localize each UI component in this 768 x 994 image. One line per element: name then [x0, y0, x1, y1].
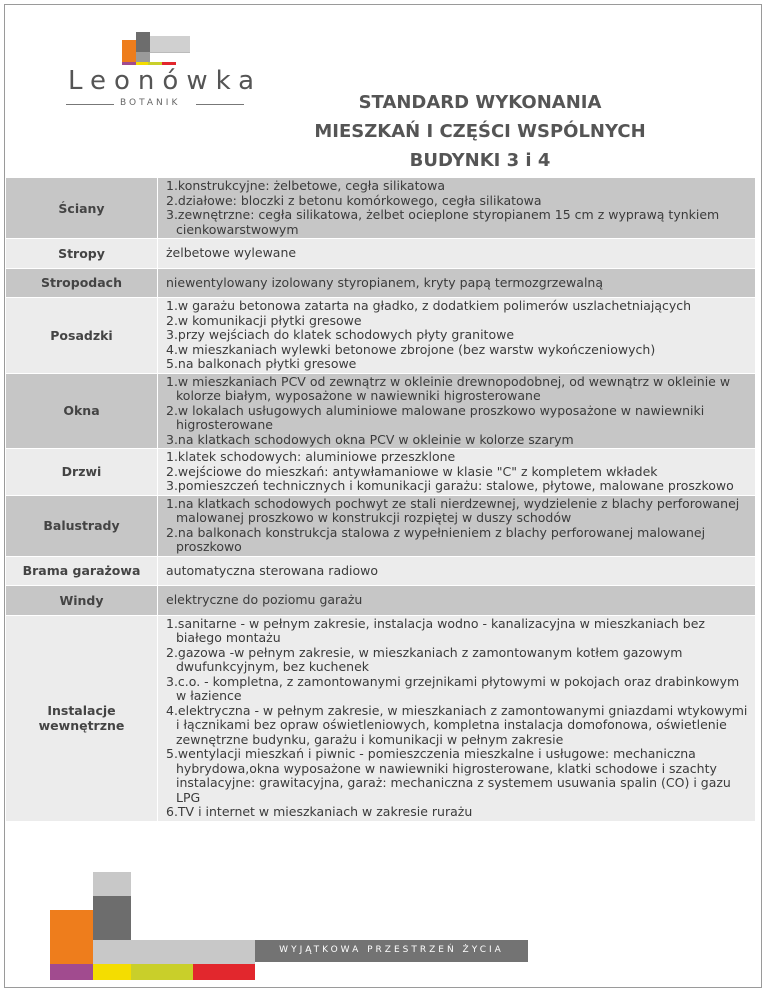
- row-label: Brama garażowa: [6, 557, 158, 586]
- row-item: niewentylowany izolowany styropianem, kryty papą termozgrzewalną: [166, 274, 603, 290]
- row-item: 2.działowe: bloczki z betonu komórkowego, cegła silikatowa: [166, 192, 542, 208]
- row-item: 3.pomieszczeń technicznych i komunikacji garażu: stalowe, płytowe, malowane proszkowo: [166, 478, 734, 493]
- row-value: [158, 374, 755, 449]
- row-item: 3.zewnętrzne: cegła silikatowa, żelbet ocieplone styropianem 15 cm z wyprawą tynkiem cienkowarstwowym: [166, 207, 720, 237]
- logo-block-line: [150, 52, 190, 53]
- row-value: [158, 298, 755, 373]
- logo-sub: BOTANIK: [120, 98, 181, 108]
- row-item: 2.w komunikacji płytki gresowe: [166, 312, 362, 328]
- table-row: [6, 178, 755, 239]
- table-row: [6, 239, 755, 269]
- logo-block-lime: [148, 62, 162, 65]
- row-value: [158, 449, 755, 495]
- logo-sub-line-right: [196, 104, 244, 105]
- footer-block-lightgray-top: [93, 872, 131, 896]
- row-label: Balustrady: [6, 496, 158, 556]
- title-line-2: MIESZKAŃ I CZĘŚCI WSPÓLNYCH: [314, 121, 646, 142]
- row-value: [158, 557, 755, 586]
- tagline: WYJĄTKOWA PRZESTRZEŃ ŻYCIA: [279, 945, 504, 955]
- row-item: 1.w mieszkaniach PCV od zewnątrz w okleinie drewnopodobnej, od wewnątrz w okleinie w kolorze białym, wyposażone w nawiewniki higrosterowane: [166, 373, 731, 403]
- row-value: [158, 178, 755, 238]
- footer-block-red: [193, 964, 255, 980]
- logo-block-orange: [122, 40, 136, 62]
- row-value: [158, 616, 755, 821]
- table-row: [6, 269, 755, 299]
- row-item: żelbetowe wylewane: [166, 245, 297, 260]
- logo-block-gray: [136, 32, 150, 52]
- footer-block-lightgray: [93, 940, 255, 964]
- row-item: 1.w garażu betonowa zatarta na gładko, z dodatkiem polimerów uszlachetniających: [166, 298, 692, 313]
- table-row: [6, 557, 755, 587]
- footer-block-gray: [93, 896, 131, 940]
- row-value: [158, 586, 755, 615]
- logo-block-lightgray: [150, 36, 190, 52]
- row-item: 3.przy wejściach do klatek schodowych płyty granitowe: [166, 327, 515, 342]
- logo-block-gray-low: [136, 52, 150, 62]
- logo-sub-wrap: [66, 98, 246, 112]
- row-label: Drzwi: [6, 449, 158, 495]
- row-label: Windy: [6, 586, 158, 615]
- row-item: 1.konstrukcyjne: żelbetowe, cegła silikatowa: [166, 178, 446, 193]
- logo-block-red: [162, 62, 176, 65]
- row-value: [158, 269, 755, 298]
- table-row: [6, 496, 755, 557]
- spec-table: [6, 178, 755, 822]
- table-row: [6, 586, 755, 616]
- row-item: 5.wentylacji mieszkań i piwnic - pomieszczenia mieszkalne i usługowe: mechaniczna hybrydowa,okna wyposażone w nawiewniki higrosterowane, klatki schodowe i szachty instalacyjne: grawitacyjna, garaż: mechaniczna z systemem usuwania spalin (CO) i gazu LPG: [166, 746, 731, 805]
- row-item: 6.TV i internet w mieszkaniach w zakresie rurażu: [166, 804, 473, 819]
- row-label: Stropy: [6, 239, 158, 268]
- row-label: Ściany: [6, 178, 158, 238]
- row-item: 2.wejściowe do mieszkań: antywłamaniowe w klasie "C" z kompletem wkładek: [166, 463, 658, 479]
- row-item: 1.sanitarne - w pełnym zakresie, instalacja wodno - kanalizacyjna w mieszkaniach bez białego montażu: [166, 615, 705, 645]
- row-label: Instalacje wewnętrzne: [6, 616, 158, 821]
- row-label: Posadzki: [6, 298, 158, 373]
- title-line-3: BUDYNKI 3 i 4: [409, 150, 551, 171]
- row-value: [158, 239, 755, 268]
- row-item: 1.na klatkach schodowych pochwyt ze stali nierdzewnej, wydzielenie z blachy perforowanej malowanej proszkowo w konstrukcji rozpiętej w duszy schodów: [166, 495, 740, 525]
- row-item: elektryczne do poziomu garażu: [166, 592, 363, 607]
- row-item: 3.na klatkach schodowych okna PCV w okleinie w kolorze szarym: [166, 431, 574, 447]
- row-item: 2.na balkonach konstrukcja stalowa z wypełnieniem z blachy perforowanej malowanej proszkowo: [166, 524, 706, 554]
- row-item: 2.w lokalach usługowych aluminiowe malowane proszkowo wyposażone w nawiewniki higrosterowane: [166, 402, 705, 432]
- table-row: [6, 616, 755, 822]
- footer-block-lime: [131, 964, 193, 980]
- tagline-bar: [255, 940, 528, 962]
- logo-block-purple: [122, 62, 136, 65]
- logo-name: Leonówka: [68, 66, 263, 96]
- row-item: 5.na balkonach płytki gresowe: [166, 356, 357, 371]
- row-item: 2.gazowa -w pełnym zakresie, w mieszkaniach z zamontowanym kotłem gazowym dwufunkcyjnym, bez kuchenek: [166, 644, 683, 674]
- row-label: Okna: [6, 374, 158, 449]
- table-row: [6, 449, 755, 496]
- row-item: 1.klatek schodowych: aluminiowe przeszklone: [166, 449, 456, 464]
- row-label: Stropodach: [6, 269, 158, 298]
- page-title: [270, 88, 690, 175]
- row-item: 3.c.o. - kompletna, z zamontowanymi grzejnikami płytowymi w pokojach oraz drabinkowym w łazience: [166, 673, 740, 703]
- row-item: 4.elektryczna - w pełnym zakresie, w mieszkaniach z zamontowanymi gniazdami wtykowymi i łącznikami bez opraw oświetleniowych, kompletna instalacja domofonowa, oświetlenie zewnętrzne budynku, garażu i komunikacji w pełnym zakresie: [166, 702, 748, 747]
- row-item: 4.w mieszkaniach wylewki betonowe zbrojone (bez warstw wykończeniowych): [166, 341, 656, 357]
- table-row: [6, 298, 755, 374]
- table-row: [6, 374, 755, 450]
- row-item: automatyczna sterowana radiowo: [166, 562, 379, 578]
- row-value: [158, 496, 755, 556]
- logo-sub-line-left: [66, 104, 114, 105]
- footer-block-purple: [50, 964, 93, 980]
- title-line-1: STANDARD WYKONANIA: [358, 92, 602, 113]
- footer-block-orange: [50, 910, 93, 964]
- logo-block-yellow: [136, 62, 148, 65]
- footer-block-yellow: [93, 964, 131, 980]
